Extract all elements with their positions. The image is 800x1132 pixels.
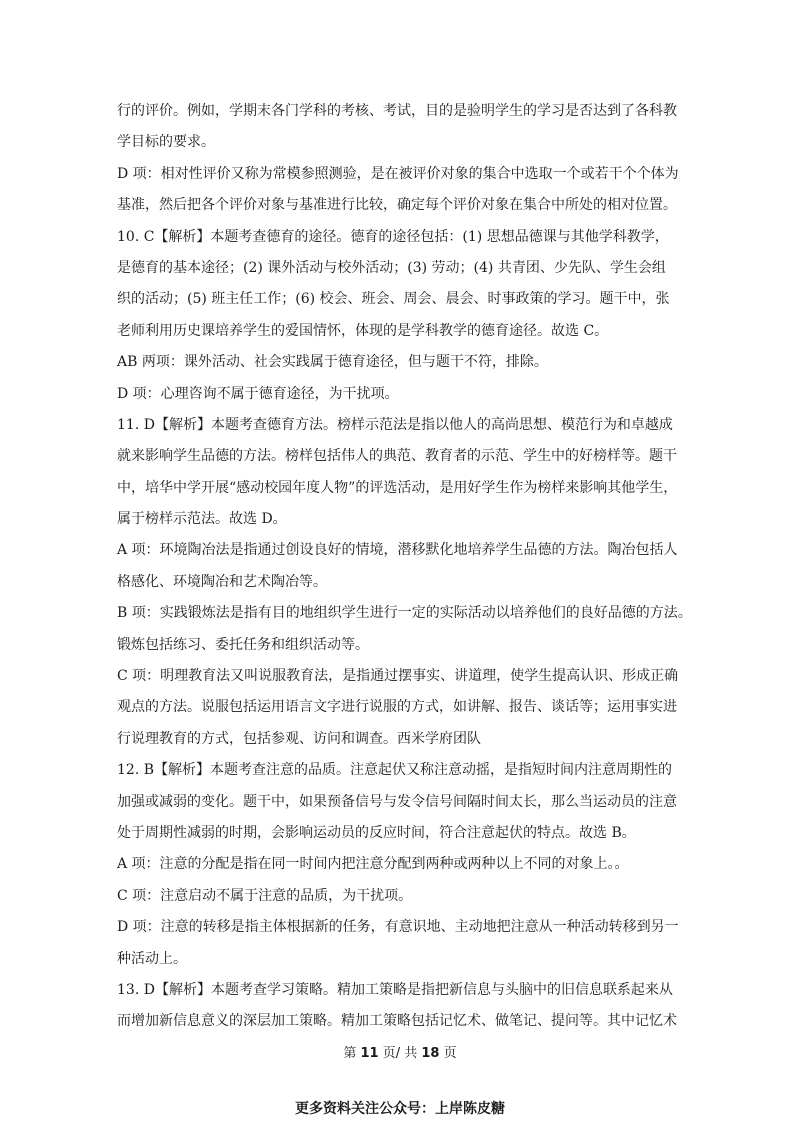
- text-line: B 项：实践锻炼法是指有目的地组织学生进行一定的实际活动以培养他们的良好品德的方法。: [117, 605, 692, 622]
- text-line: 11. D【解析】本题考查德育方法。榜样示范法是指以他人的高尚思想、模范行为和卓越成: [117, 416, 673, 433]
- text-line: 处于周期性减弱的时期，会影响运动员的反应时间，符合注意起伏的特点。故选 B。: [117, 824, 636, 841]
- text-line: 属于榜样示范法。故选 D。: [117, 511, 287, 528]
- page-prefix: 第: [343, 1046, 357, 1061]
- text-line: D 项：相对性评价又称为常模参照测验，是在被评价对象的集合中选取一个或若干个个体为: [117, 165, 679, 182]
- page-current: 11: [360, 1046, 379, 1061]
- text-line: C 项：注意启动不属于注意的品质，为干扰项。: [117, 887, 413, 904]
- page-mid: 页/ 共: [382, 1046, 418, 1061]
- text-line: 加强或减弱的变化。题干中，如果预备信号与发令信号间隔时间太长，那么当运动员的注意: [117, 793, 677, 810]
- text-line: 基准，然后把各个评价对象与基准进行比较，确定每个评价对象在集合中所处的相对位置。: [117, 197, 677, 214]
- page-suffix: 页: [443, 1046, 457, 1061]
- text-line: 种活动上。: [117, 950, 187, 967]
- text-line: 格感化、环境陶冶和艺术陶冶等。: [117, 573, 327, 590]
- text-line: 行说理教育的方式，包括参观、访问和调查。西米学府团队: [117, 730, 481, 747]
- text-line: D 项：注意的转移是指主体根据新的任务，有意识地、主动地把注意从一种活动转移到另一: [117, 919, 679, 936]
- text-line: 中，培华中学开展“感动校园年度人物”的评选活动，是用好学生作为榜样来影响其他学生，: [117, 479, 678, 496]
- text-line: 织的活动；(5) 班主任工作；(6) 校会、班会、周会、晨会、时事政策的学习。题干中，张: [117, 291, 670, 308]
- page-total: 18: [421, 1046, 440, 1061]
- text-line: 就来影响学生品德的方法。榜样包括伟人的典范、教育者的示范、学生中的好榜样等。题干: [117, 448, 677, 465]
- text-line: 老师利用历史课培养学生的爱国情怀，体现的是学科教学的德育途径。故选 C。: [117, 322, 609, 339]
- document-body: [117, 96, 692, 1038]
- footer-note: 更多资料关注公众号：上岸陈皮糖: [295, 1101, 505, 1117]
- text-line: 12. B【解析】本题考查注意的品质。注意起伏又称注意动摇，是指短时间内注意周期性的: [117, 762, 673, 779]
- text-line: A 项：环境陶冶法是指通过创设良好的情境，潜移默化地培养学生品德的方法。陶冶包括人: [117, 542, 678, 559]
- text-line: D 项：心理咨询不属于德育途径，为干扰项。: [117, 385, 399, 402]
- text-line: 锻炼包括练习、委托任务和组织活动等。: [117, 636, 369, 653]
- page-number: [0, 1042, 800, 1061]
- text-line: 而增加新信息意义的深层加工策略。精加工策略包括记忆术、做笔记、提问等。其中记忆术: [117, 1013, 677, 1030]
- text-line: C 项：明理教育法又叫说服教育法，是指通过摆事实、讲道理，使学生提高认识、形成正确: [117, 668, 679, 685]
- text-line: 是德育的基本途径；(2) 课外活动与校外活动；(3) 劳动；(4) 共青团、少先队、学生会组: [117, 259, 666, 276]
- text-line: 行的评价。例如，学期末各门学科的考核、考试，目的是验明学生的学习是否达到了各科教: [117, 103, 677, 119]
- text-line: AB 两项：课外活动、社会实践属于德育途径，但与题干不符，排除。: [117, 354, 548, 371]
- text-line: 学目标的要求。: [117, 134, 215, 151]
- text-line: 13. D【解析】本题考查学习策略。精加工策略是指把新信息与头脑中的旧信息联系起来从: [117, 981, 673, 998]
- text-line: 10. C【解析】本题考查德育的途径。德育的途径包括：(1) 思想品德课与其他学科教学，: [117, 228, 669, 245]
- text-line: A 项：注意的分配是指在同一时间内把注意分配到两种或两种以上不同的对象上。。: [117, 856, 629, 873]
- text-line: 观点的方法。说服包括运用语言文字进行说服的方式，如讲解、报告、谈话等；运用事实进: [117, 699, 677, 716]
